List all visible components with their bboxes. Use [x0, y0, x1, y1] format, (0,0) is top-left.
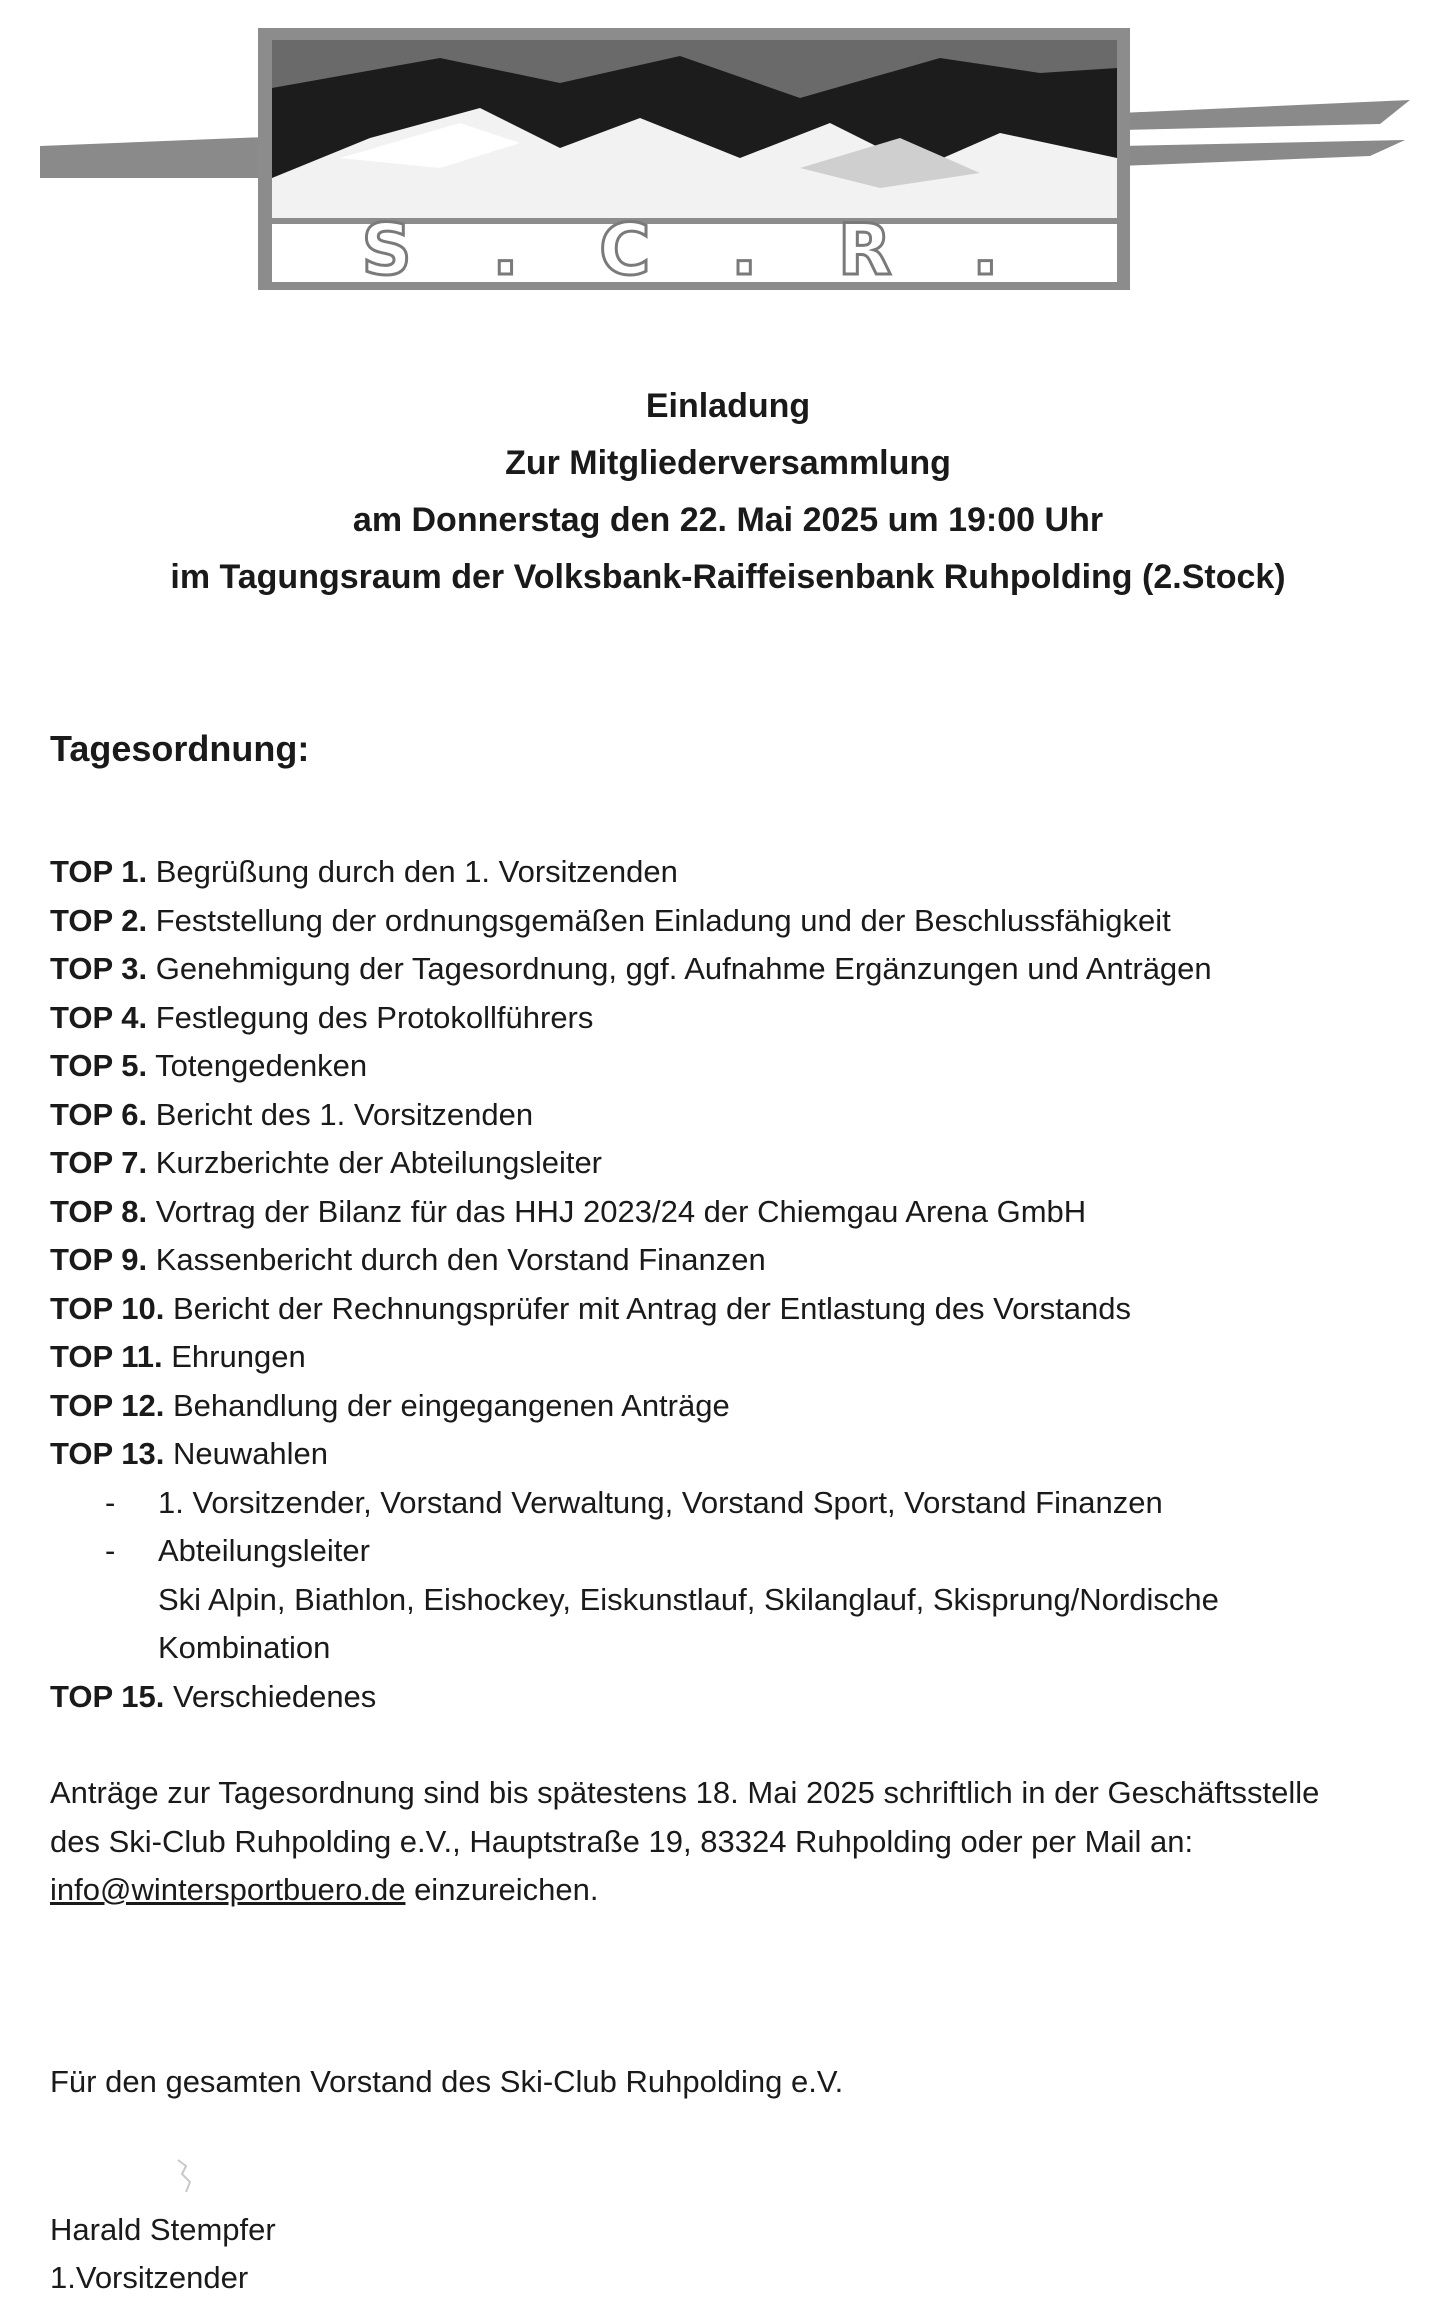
agenda-item — [50, 1382, 1420, 1431]
agenda-item — [50, 1188, 1420, 1237]
agenda-subitem-detail: Kombination — [158, 1630, 331, 1665]
agenda-title: Tagesordnung: — [50, 728, 310, 769]
agenda-item-text: Begrüßung durch den 1. Vorsitzenden — [155, 854, 678, 889]
club-logo — [40, 28, 1420, 298]
header-subtitle: Zur Mitgliederversammlung — [505, 444, 951, 482]
agenda-item-number: TOP 10. — [50, 1290, 165, 1326]
signer-role: 1.Vorsitzender — [50, 2260, 249, 2295]
agenda-subitem-text: 1. Vorsitzender, Vorstand Verwaltung, Vorstand Sport, Vorstand Finanzen — [158, 1484, 1163, 1520]
agenda-item-text: Verschiedenes — [172, 1678, 377, 1714]
agenda-item — [50, 945, 1420, 994]
agenda-item-number: TOP 12. — [50, 1387, 165, 1423]
agenda-item — [50, 1285, 1420, 1334]
agenda-item-number: TOP 5. — [50, 1048, 148, 1083]
agenda-item-text: Kassenbericht durch den Vorstand Finanzen — [155, 1242, 766, 1277]
agenda-item — [50, 1091, 1420, 1140]
agenda-item — [50, 1430, 1420, 1479]
agenda-item-number: TOP 3. — [50, 951, 148, 986]
agenda-item-number: TOP 9. — [50, 1242, 148, 1277]
agenda-item-number: TOP 7. — [50, 1145, 148, 1180]
agenda-item-number: TOP 11. — [50, 1339, 163, 1374]
note-line — [50, 1866, 1420, 1915]
agenda-item — [50, 1333, 1420, 1382]
closing-text: Für den gesamten Vorstand des Ski-Club Ruhpolding e.V. — [50, 2064, 844, 2099]
agenda-item-number: TOP 1. — [50, 854, 148, 889]
email-link[interactable]: info@wintersportbuero.de — [50, 1872, 406, 1907]
logo-text: S . C . R . — [361, 209, 1027, 291]
agenda-item-number: TOP 4. — [50, 999, 148, 1035]
agenda-item-number: TOP 6. — [50, 1096, 148, 1132]
note-line: Anträge zur Tagesordnung sind bis spätestens 18. Mai 2025 schriftlich in der Geschäftsstelle — [50, 1775, 1320, 1810]
agenda-item — [50, 848, 1420, 897]
agenda-item-text: Bericht des 1. Vorsitzenden — [155, 1096, 534, 1132]
header-title: Einladung — [645, 387, 811, 425]
agenda-item-text: Festlegung des Protokollführers — [155, 999, 594, 1035]
agenda-item-text: Ehrungen — [171, 1339, 306, 1374]
agenda-item-text: Bericht der Rechnungsprüfer mit Antrag der Entlastung des Vorstands — [172, 1290, 1132, 1326]
signer-name: Harald Stempfer — [50, 2212, 276, 2247]
agenda-item-text: Vortrag der Bilanz für das HHJ 2023/24 der Chiemgau Arena GmbH — [155, 1193, 1087, 1229]
agenda-item-number: TOP 13. — [50, 1436, 165, 1471]
agenda-item-text: Behandlung der eingegangenen Anträge — [172, 1387, 730, 1423]
invitation-header — [0, 378, 1456, 606]
agenda-subitem-detail: Ski Alpin, Biathlon, Eishockey, Eiskunstlauf, Skilanglauf, Skisprung/Nordische — [158, 1581, 1219, 1617]
agenda-item — [50, 1139, 1420, 1188]
agenda-item — [50, 1673, 1420, 1722]
agenda-item-text: Neuwahlen — [172, 1436, 329, 1471]
agenda-subitem — [50, 1479, 1420, 1528]
agenda-item — [50, 897, 1420, 946]
agenda-subitem — [50, 1527, 1420, 1576]
note-line: des Ski-Club Ruhpolding e.V., Hauptstraße 19, 83324 Ruhpolding oder per Mail an: — [50, 1823, 1194, 1859]
agenda-item-number: TOP 15. — [50, 1678, 165, 1714]
agenda-item-number: TOP 8. — [50, 1193, 148, 1229]
list-dash: - — [105, 1533, 116, 1568]
list-dash: - — [105, 1484, 116, 1520]
note-line-rest: einzureichen. — [405, 1872, 599, 1907]
agenda-item-text: Totengedenken — [155, 1048, 368, 1083]
agenda-subitem-text: Abteilungsleiter — [158, 1533, 370, 1568]
agenda-item-text: Genehmigung der Tagesordnung, ggf. Aufnahme Ergänzungen und Anträgen — [155, 951, 1212, 986]
agenda-item — [50, 994, 1420, 1043]
header-date: am Donnerstag den 22. Mai 2025 um 19:00 Uhr — [352, 501, 1104, 539]
agenda-item — [50, 1236, 1420, 1285]
submission-note — [50, 1769, 1420, 1915]
agenda-item-number: TOP 2. — [50, 902, 148, 938]
signer — [50, 2206, 276, 2302]
header-location: im Tagungsraum der Volksbank-Raiffeisenbank Ruhpolding (2.Stock) — [170, 558, 1286, 596]
agenda-item-text: Kurzberichte der Abteilungsleiter — [155, 1145, 603, 1180]
signature-mark — [168, 2152, 208, 2202]
agenda-list — [50, 848, 1420, 1721]
agenda-item — [50, 1042, 1420, 1091]
agenda-item-text: Feststellung der ordnungsgemäßen Einladung und der Beschlussfähigkeit — [155, 902, 1171, 938]
